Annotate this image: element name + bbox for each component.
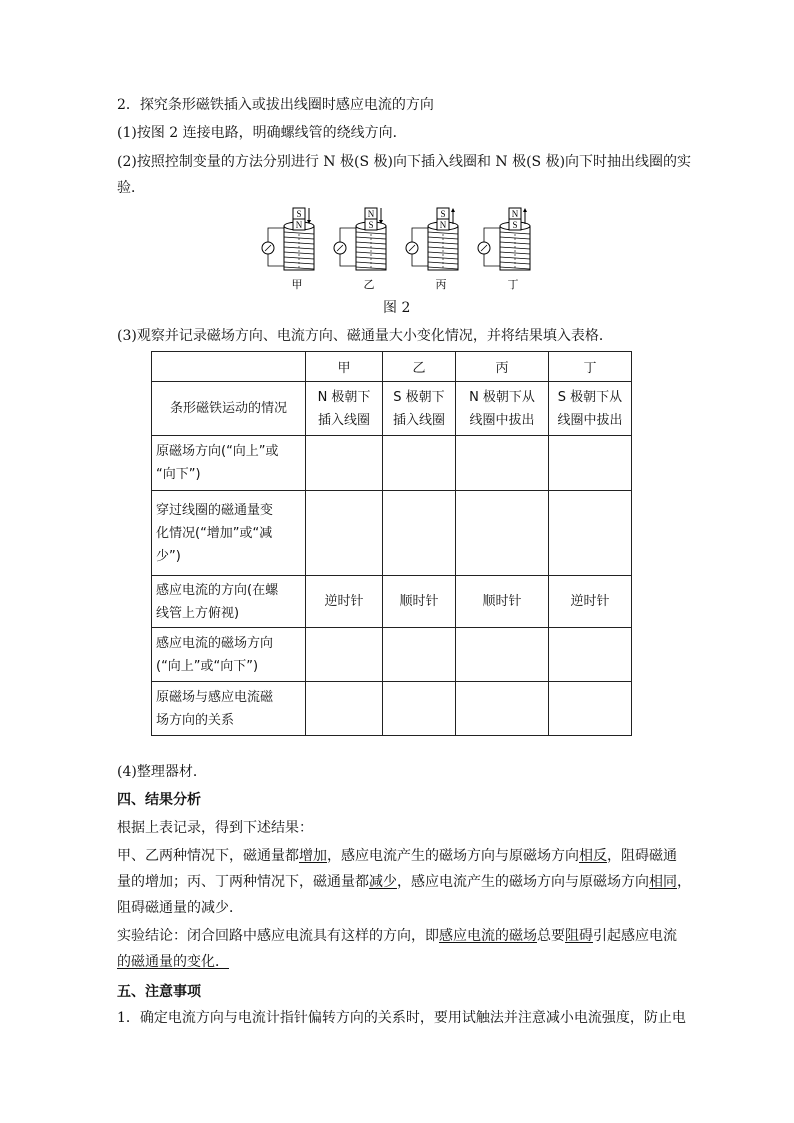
table-row-label-line: 线管上方俯视) bbox=[156, 605, 240, 621]
analysis-line2-underline2: 相同 bbox=[649, 874, 677, 890]
table-row-label-line: 条形磁铁运动的情况 bbox=[169, 401, 287, 416]
magnet-top-label: N bbox=[511, 209, 519, 219]
table-cell-line: 逆时针 bbox=[570, 594, 610, 609]
magnet-top-label: S bbox=[440, 209, 446, 219]
table-row-label bbox=[152, 382, 306, 436]
table-row bbox=[152, 682, 632, 736]
analysis-line2 bbox=[117, 872, 691, 892]
table-column-header: 甲 bbox=[306, 352, 383, 382]
table-row-label-line: 原磁场方向(“向上”或 bbox=[156, 444, 279, 459]
table-cell bbox=[549, 682, 632, 736]
section5-item1: 1．确定电流方向与电流计指针偏转方向的关系时，要用试触法并注意减小电流强度，防止电 bbox=[117, 1010, 686, 1026]
step4-text: (4)整理器材． bbox=[117, 764, 207, 780]
table-cell-line: S 极朝下从 bbox=[557, 389, 623, 405]
table-cell bbox=[383, 382, 456, 436]
table-cell-line: 线圈中拔出 bbox=[469, 412, 535, 428]
arrow-head bbox=[451, 208, 455, 212]
figure-panel-label: 丁 bbox=[507, 278, 519, 291]
table-row-label bbox=[152, 682, 306, 736]
table-row-label bbox=[152, 576, 306, 628]
table-header-row bbox=[152, 352, 632, 382]
table-cell bbox=[306, 628, 383, 682]
table-cell-line: 逆时针 bbox=[324, 594, 364, 609]
analysis-line1 bbox=[117, 846, 677, 866]
table-cell bbox=[549, 491, 632, 576]
table-column-header: 丁 bbox=[549, 352, 632, 382]
table-row-label-line: 感应电流的磁场方向 bbox=[156, 635, 274, 651]
table-cell bbox=[456, 491, 549, 576]
figure-caption: 图 2 bbox=[383, 300, 411, 316]
magnet-bottom-label: S bbox=[368, 220, 374, 230]
analysis-line3: 阻碍磁通量的减少． bbox=[117, 900, 243, 916]
section4-heading: 四、结果分析 bbox=[117, 792, 201, 808]
conclusion-line1 bbox=[117, 926, 677, 946]
table-row bbox=[152, 491, 632, 576]
figure-2-diagram bbox=[250, 200, 550, 300]
wire bbox=[340, 254, 358, 266]
conclusion-a: 实验结论：闭合回路中感应电流具有这样的方向，即 bbox=[117, 928, 439, 944]
table-cell bbox=[549, 436, 632, 491]
analysis-line2-b: ，感应电流产生的磁场方向与原磁场方向 bbox=[397, 874, 649, 890]
analysis-line1-c: ，阻碍磁通 bbox=[607, 848, 677, 864]
step3-text: (3)观察并记录磁场方向、电流方向、磁通量大小变化情况，并将结果填入表格． bbox=[117, 328, 613, 344]
table-cell bbox=[549, 382, 632, 436]
table-row bbox=[152, 576, 632, 628]
table-cell bbox=[456, 682, 549, 736]
magnet-bottom-label: N bbox=[295, 220, 303, 230]
analysis-line2-c: ， bbox=[677, 874, 691, 890]
table-cell bbox=[549, 576, 632, 628]
wire bbox=[484, 254, 502, 266]
figure-panel-label: 乙 bbox=[363, 278, 375, 291]
analysis-line2-underline1: 减少 bbox=[369, 874, 397, 890]
table-row bbox=[152, 436, 632, 491]
analysis-line2-a: 量的增加；丙、丁两种情况下，磁通量都 bbox=[117, 874, 369, 890]
magnet-bottom-label: S bbox=[512, 220, 518, 230]
table-cell-line: N 极朝下从 bbox=[469, 389, 535, 405]
table-row-label-line: (“向上”或“向下”) bbox=[156, 658, 259, 674]
table-cell bbox=[306, 491, 383, 576]
wire bbox=[412, 228, 430, 242]
step2-text-line2: 验． bbox=[117, 180, 145, 196]
wire bbox=[412, 254, 430, 266]
table-cell-line: 插入线圈 bbox=[317, 412, 370, 428]
table-row bbox=[152, 628, 632, 682]
conclusion-underline1: 感应电流的磁场 bbox=[439, 928, 537, 944]
magnet-top-label: S bbox=[296, 209, 302, 219]
table-corner-cell bbox=[152, 352, 306, 382]
table-cell bbox=[549, 628, 632, 682]
table-cell bbox=[306, 382, 383, 436]
analysis-line1-underline2: 相反 bbox=[579, 848, 607, 864]
magnet-top-label: N bbox=[367, 209, 375, 219]
table-cell bbox=[456, 576, 549, 628]
section2-heading: 2．探究条形磁铁插入或拔出线圈时感应电流的方向 bbox=[117, 97, 434, 113]
table-cell bbox=[383, 491, 456, 576]
table-cell-line: 插入线圈 bbox=[392, 412, 445, 428]
table-row-label-line: 感应电流的方向(在螺 bbox=[156, 582, 279, 598]
table-row-label-line: 少”) bbox=[156, 548, 181, 564]
result-table bbox=[151, 351, 632, 736]
analysis-line1-b: ，感应电流产生的磁场方向与原磁场方向 bbox=[327, 848, 579, 864]
figure-panel-label: 丙 bbox=[435, 278, 447, 291]
wire bbox=[268, 254, 286, 266]
table-cell bbox=[383, 436, 456, 491]
wire bbox=[340, 228, 358, 242]
analysis-line1-underline1: 增加 bbox=[299, 848, 327, 864]
table-cell bbox=[306, 576, 383, 628]
table-row-label-line: 原磁场与感应电流磁 bbox=[156, 689, 274, 705]
section5-heading: 五、注意事项 bbox=[117, 984, 201, 1000]
table-cell-line: 线圈中拔出 bbox=[557, 412, 623, 428]
table-cell bbox=[306, 682, 383, 736]
table-cell bbox=[456, 382, 549, 436]
step1-text: (1)按图 2 连接电路，明确螺线管的绕线方向． bbox=[117, 125, 407, 141]
table-cell bbox=[456, 628, 549, 682]
arrow-head bbox=[523, 208, 527, 212]
table-row-label-line: 场方向的关系 bbox=[156, 712, 235, 728]
table-cell-line: 顺时针 bbox=[482, 594, 522, 609]
wire bbox=[268, 228, 286, 242]
conclusion-c: 引起感应电流 bbox=[593, 928, 677, 944]
table-cell-line: S 极朝下 bbox=[393, 389, 445, 405]
table-row bbox=[152, 382, 632, 436]
table-row-label bbox=[152, 491, 306, 576]
conclusion-underline3: 的磁通量的变化． bbox=[117, 954, 229, 970]
table-cell bbox=[383, 628, 456, 682]
table-row-label bbox=[152, 628, 306, 682]
section4-intro: 根据上表记录，得到下述结果： bbox=[117, 820, 313, 836]
conclusion-b: 总要 bbox=[537, 928, 565, 944]
table-cell-line: N 极朝下 bbox=[317, 389, 371, 405]
table-cell bbox=[383, 576, 456, 628]
conclusion-line2 bbox=[117, 952, 229, 972]
magnet-bottom-label: N bbox=[439, 220, 447, 230]
table-cell bbox=[383, 682, 456, 736]
analysis-line1-a: 甲、乙两种情况下，磁通量都 bbox=[117, 848, 299, 864]
table-row-label bbox=[152, 436, 306, 491]
step2-text-line1: (2)按照控制变量的方法分别进行 N 极(S 极)向下插入线圈和 N 极(S 极)向下时抽出线圈的实 bbox=[117, 154, 692, 170]
table-column-header: 乙 bbox=[383, 352, 456, 382]
table-cell bbox=[306, 436, 383, 491]
table-row-label-line: “向下”) bbox=[156, 467, 201, 482]
table-column-header: 丙 bbox=[456, 352, 549, 382]
table-cell-line: 顺时针 bbox=[399, 594, 439, 609]
figure-panel-label: 甲 bbox=[291, 278, 303, 291]
table-row-label-line: 化情况(“增加”或“减 bbox=[156, 525, 273, 541]
table-row-label-line: 穿过线圈的磁通量变 bbox=[156, 502, 274, 518]
wire bbox=[484, 228, 502, 242]
conclusion-underline2: 阻碍 bbox=[565, 928, 593, 944]
table-cell bbox=[456, 436, 549, 491]
